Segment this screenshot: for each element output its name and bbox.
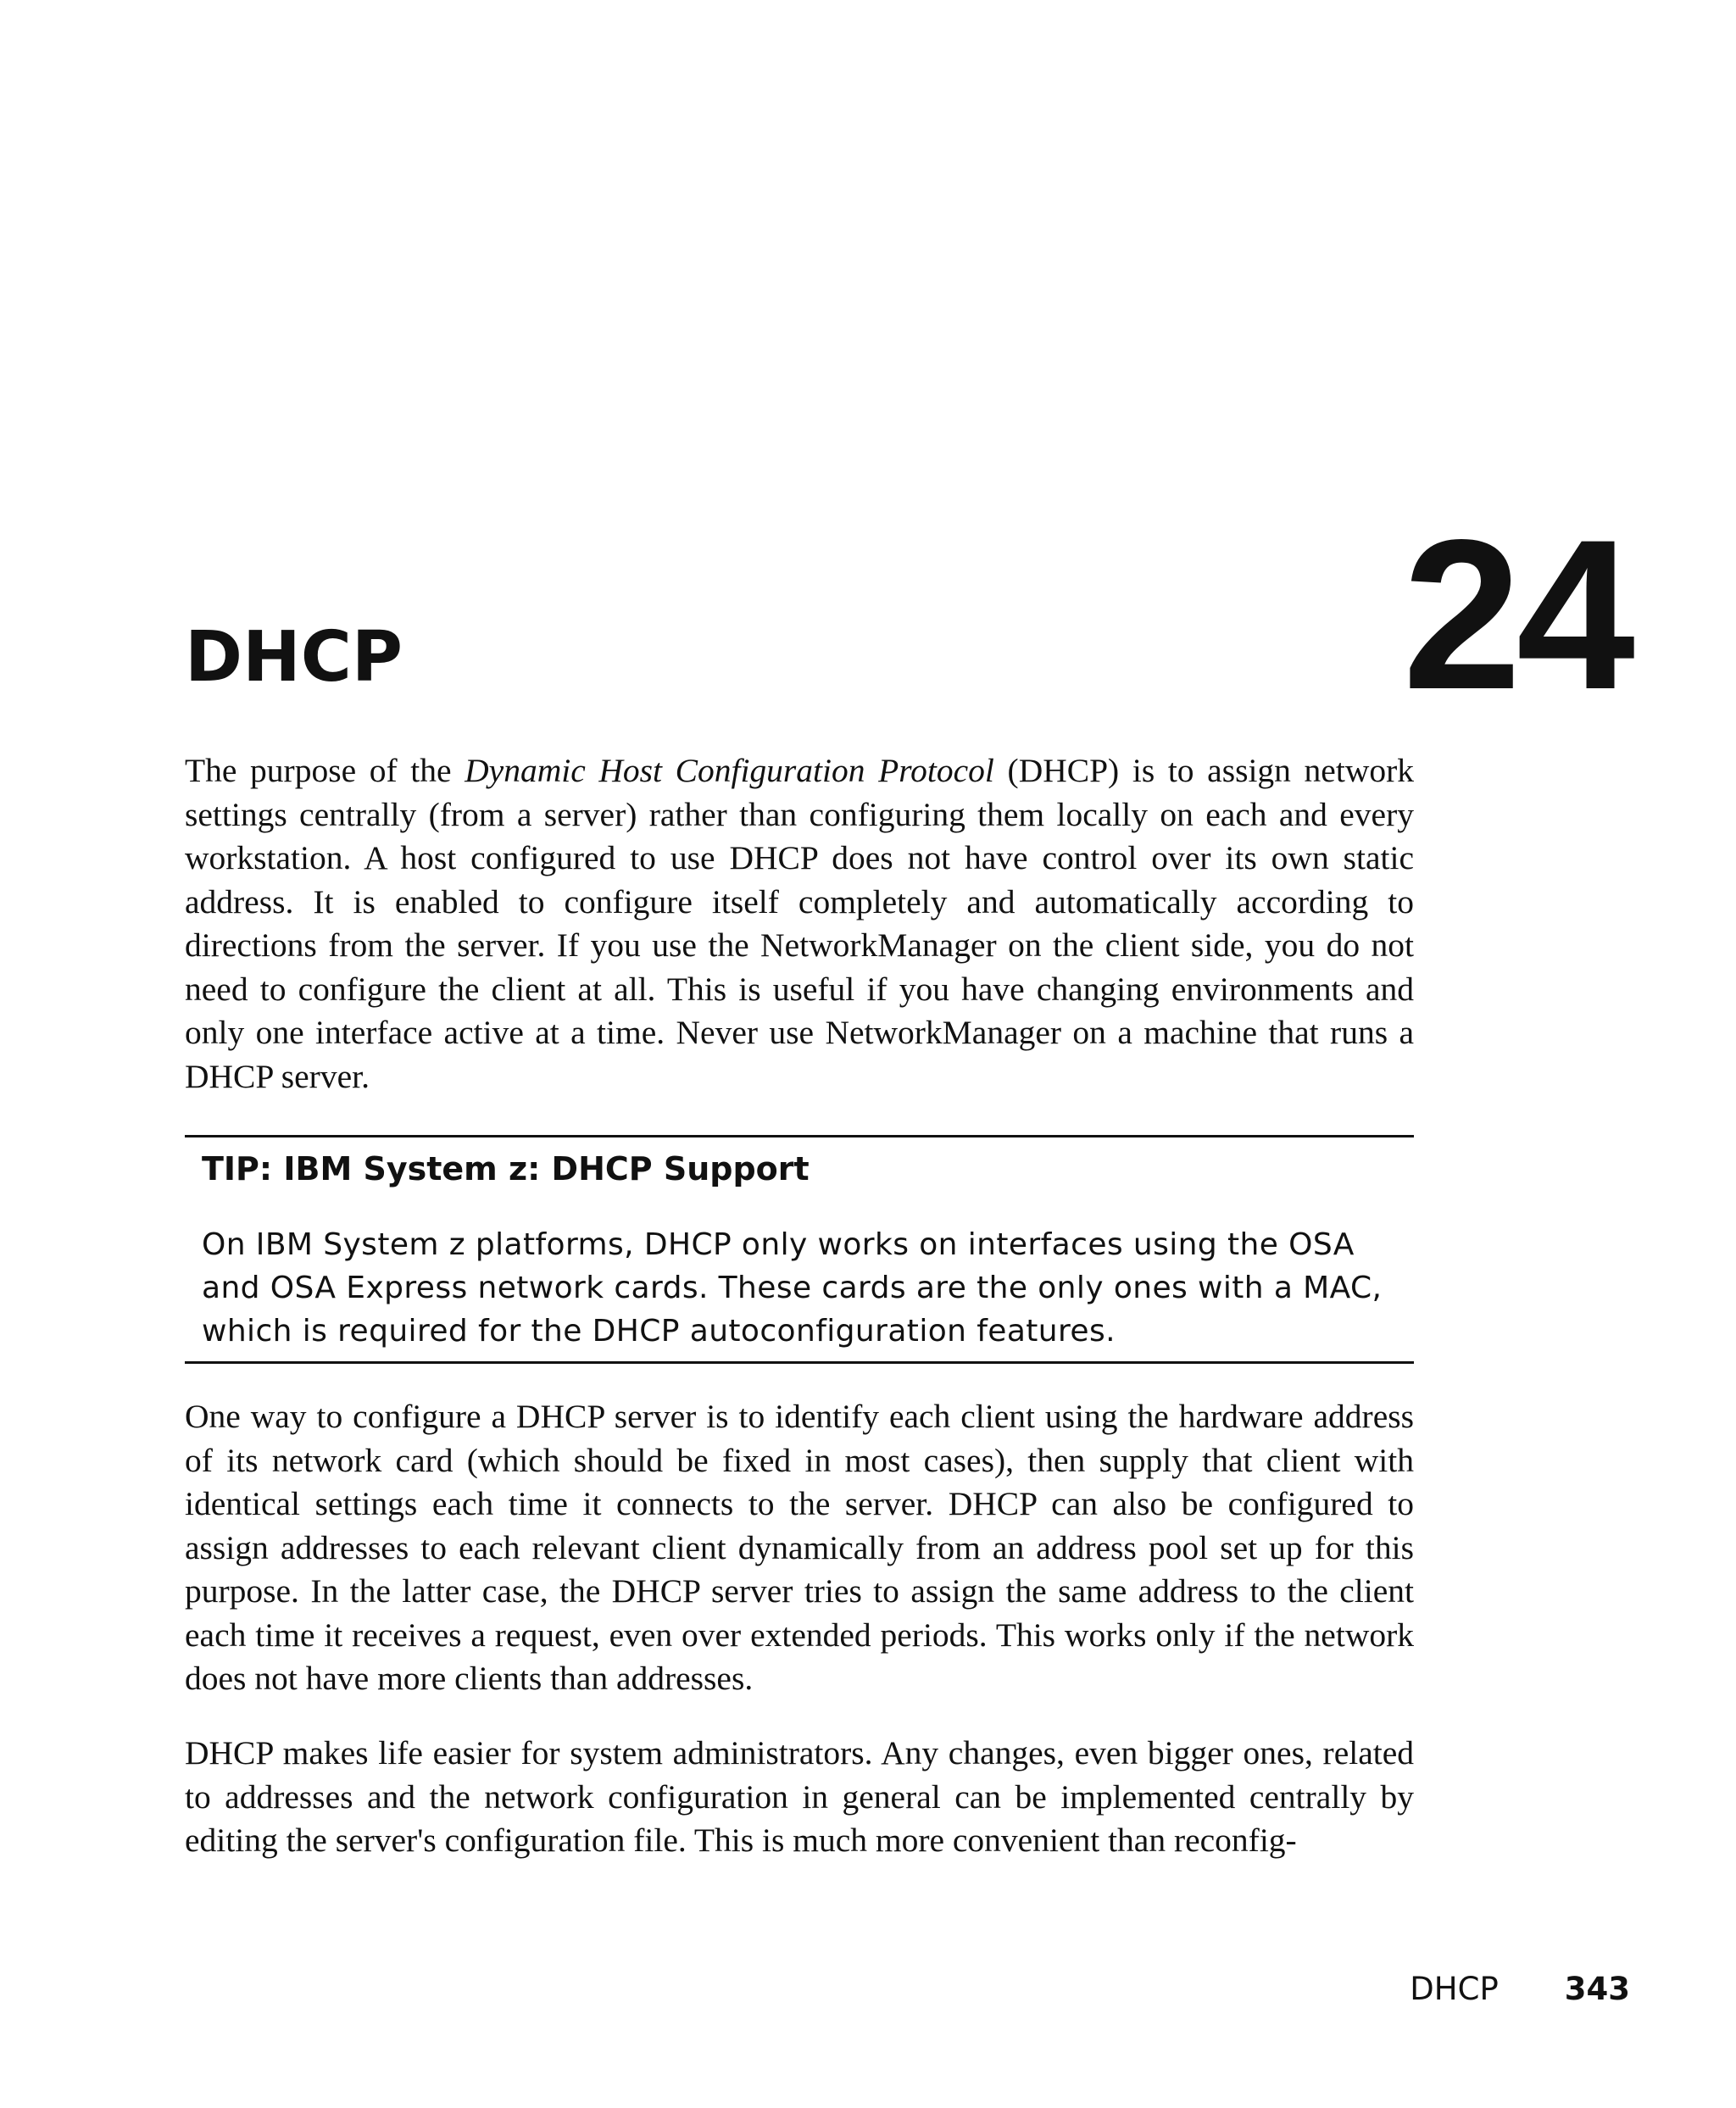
intro-paragraph (185, 749, 1414, 1098)
body-paragraph: One way to configure a DHCP server is to identify each client using the hardware address of its network card (which should be fixed in most cases), then supply that client with identical settings each time it connects to the server. DHCP can also be configured to assign addresses to each relevant client dynamically from an address pool set up for this purpose. In the latter case, the DHCP server tries to assign the same address to the client each time it receives a request, even over extended periods. This works only if the network does not have more clients than addresses. (185, 1398, 1414, 1697)
intro-text-start: The purpose of the (185, 752, 465, 789)
tip-box (185, 1135, 1414, 1364)
intro-text-rest: (DHCP) is to assign network settings centrally (from a server) rather than configuring them locally on each and every workstation. A host configured to use DHCP does not have control over its own static address. It is enabled to configure itself completely and automatically according to directions from the server. If you use the NetworkManager on the client side, you do not need to configure the client at all. This is useful if you have changing environments and only one interface active at a time. Never use NetworkManager on a machine that runs a DHCP server. (185, 752, 1414, 1095)
running-title: DHCP (1410, 1971, 1499, 2007)
chapter-title: DHCP (185, 617, 403, 698)
intro-protocol-name: Dynamic Host Configuration Protocol (465, 752, 994, 789)
page-footer (1410, 1968, 1630, 2011)
tip-title: TIP: IBM System z: DHCP Support (202, 1150, 810, 1187)
body-paragraph: DHCP makes life easier for system administrators. Any changes, even bigger ones, related to addresses and the network configuration in general can be implemented centrally by editing the server's configuration file. This is much more convenient than reconfig- (185, 1734, 1414, 1859)
page-number: 343 (1564, 1971, 1630, 2007)
chapter-number: 24 (1402, 496, 1630, 734)
tip-body: On IBM System z platforms, DHCP only works on interfaces using the OSA and OSA Express network cards. These cards are the only ones with a MAC, which is required for the DHCP autoconfiguration features. (202, 1227, 1383, 1349)
